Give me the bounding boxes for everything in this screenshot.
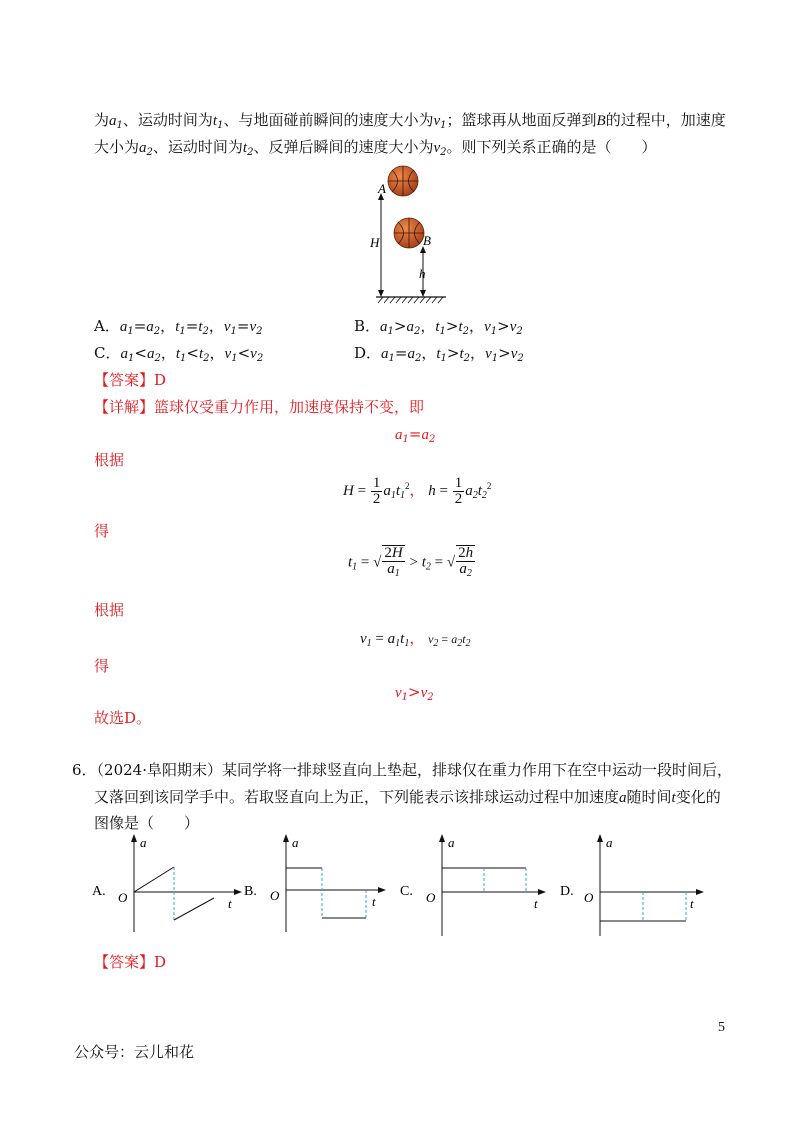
graph-c	[396, 832, 576, 942]
q5-eq2: H = $\frac{1}{2}$ $a_1t_1^2$， h = $\frac{1}{2}$ $a_2t_2^2$	[343, 475, 492, 507]
q6-line3: 图像是（ ）	[94, 814, 200, 832]
q6-line2: 又落回到该同学手中。若取竖直向上为正，下列能表示该排球运动过程中加速度a随时间t变化的	[94, 788, 721, 806]
footer-text: 公众号：云儿和花	[74, 1043, 195, 1061]
label-a: A	[378, 181, 386, 196]
basketball-figure	[360, 160, 460, 310]
label-H: H	[370, 235, 380, 250]
svg-text:t: t	[372, 894, 376, 909]
svg-text:a: a	[292, 835, 299, 850]
q6-answer: 【答案】D	[94, 953, 167, 971]
q5-eq1: $a_1=a_2$	[395, 425, 436, 445]
label-b: B	[423, 233, 431, 248]
label-h: h	[419, 266, 426, 281]
svg-text:a: a	[448, 835, 455, 850]
q5-answer: 【答案】D	[94, 371, 167, 389]
q5-conclusion: 故选D。	[94, 709, 152, 727]
svg-text:D.: D.	[560, 884, 574, 899]
q5-eq3: $t_1$ = √ $\frac{2H}{a_1}$ > $t_2$ = √ $\frac{2h}{a_2}$	[348, 545, 474, 579]
svg-text:O: O	[270, 888, 280, 903]
q5-option-d: D．$a_1=a_2$，$t_1>t_2$，$v_1>v_2$	[354, 344, 524, 364]
q5-line2: 大小为$a_2$、运动时间为$t_2$、反弹后瞬间的速度大小为$v_2$。则下列关系正确的是（ ）	[94, 138, 657, 158]
svg-text:t: t	[534, 896, 538, 911]
ball-b-icon	[394, 218, 424, 248]
graph-d	[556, 832, 736, 942]
q5-eq4: $v_1 = a_1t_1$， $v_2 = a_2t_2$	[360, 631, 471, 649]
svg-text:C.: C.	[400, 884, 413, 899]
svg-text:t: t	[228, 896, 232, 911]
q5-eq5: $v_1>v_2$	[395, 683, 434, 703]
svg-text:O: O	[426, 890, 436, 905]
svg-text:A.: A.	[92, 884, 106, 899]
q5-gen2: 根据	[94, 601, 125, 619]
q5-option-a: A．$a_1=a_2$，$t_1=t_2$，$v_1=v_2$	[94, 317, 263, 337]
graph-b	[240, 832, 420, 942]
q5-line1: 为$a_1$、运动时间为$t_1$、与地面碰前瞬间的速度大小为$v_1$；篮球再从地面反弹到B的过程中，加速度	[94, 111, 726, 131]
svg-text:a: a	[606, 835, 613, 850]
svg-text:O: O	[584, 890, 594, 905]
svg-text:t: t	[690, 896, 694, 911]
svg-text:a: a	[140, 835, 147, 850]
q5-de2: 得	[94, 657, 110, 675]
page-number: 5	[718, 1020, 725, 1035]
svg-text:B.: B.	[244, 884, 257, 899]
q5-de1: 得	[94, 522, 110, 540]
q5-gen1: 根据	[94, 451, 125, 469]
svg-text:O: O	[118, 890, 128, 905]
q5-detail: 【详解】篮球仅受重力作用，加速度保持不变，即	[94, 398, 425, 416]
q5-option-b: B．$a_1>a_2$，$t_1>t_2$，$v_1>v_2$	[354, 317, 523, 337]
q5-option-c: C．$a_1<a_2$，$t_1<t_2$，$v_1<v_2$	[94, 344, 264, 364]
q6-line1: 6．（2024·阜阳期末）某同学将一排球竖直向上垫起，排球仅在重力作用下在空中运动一段时间后，	[72, 761, 732, 779]
ball-a-icon	[388, 166, 418, 196]
